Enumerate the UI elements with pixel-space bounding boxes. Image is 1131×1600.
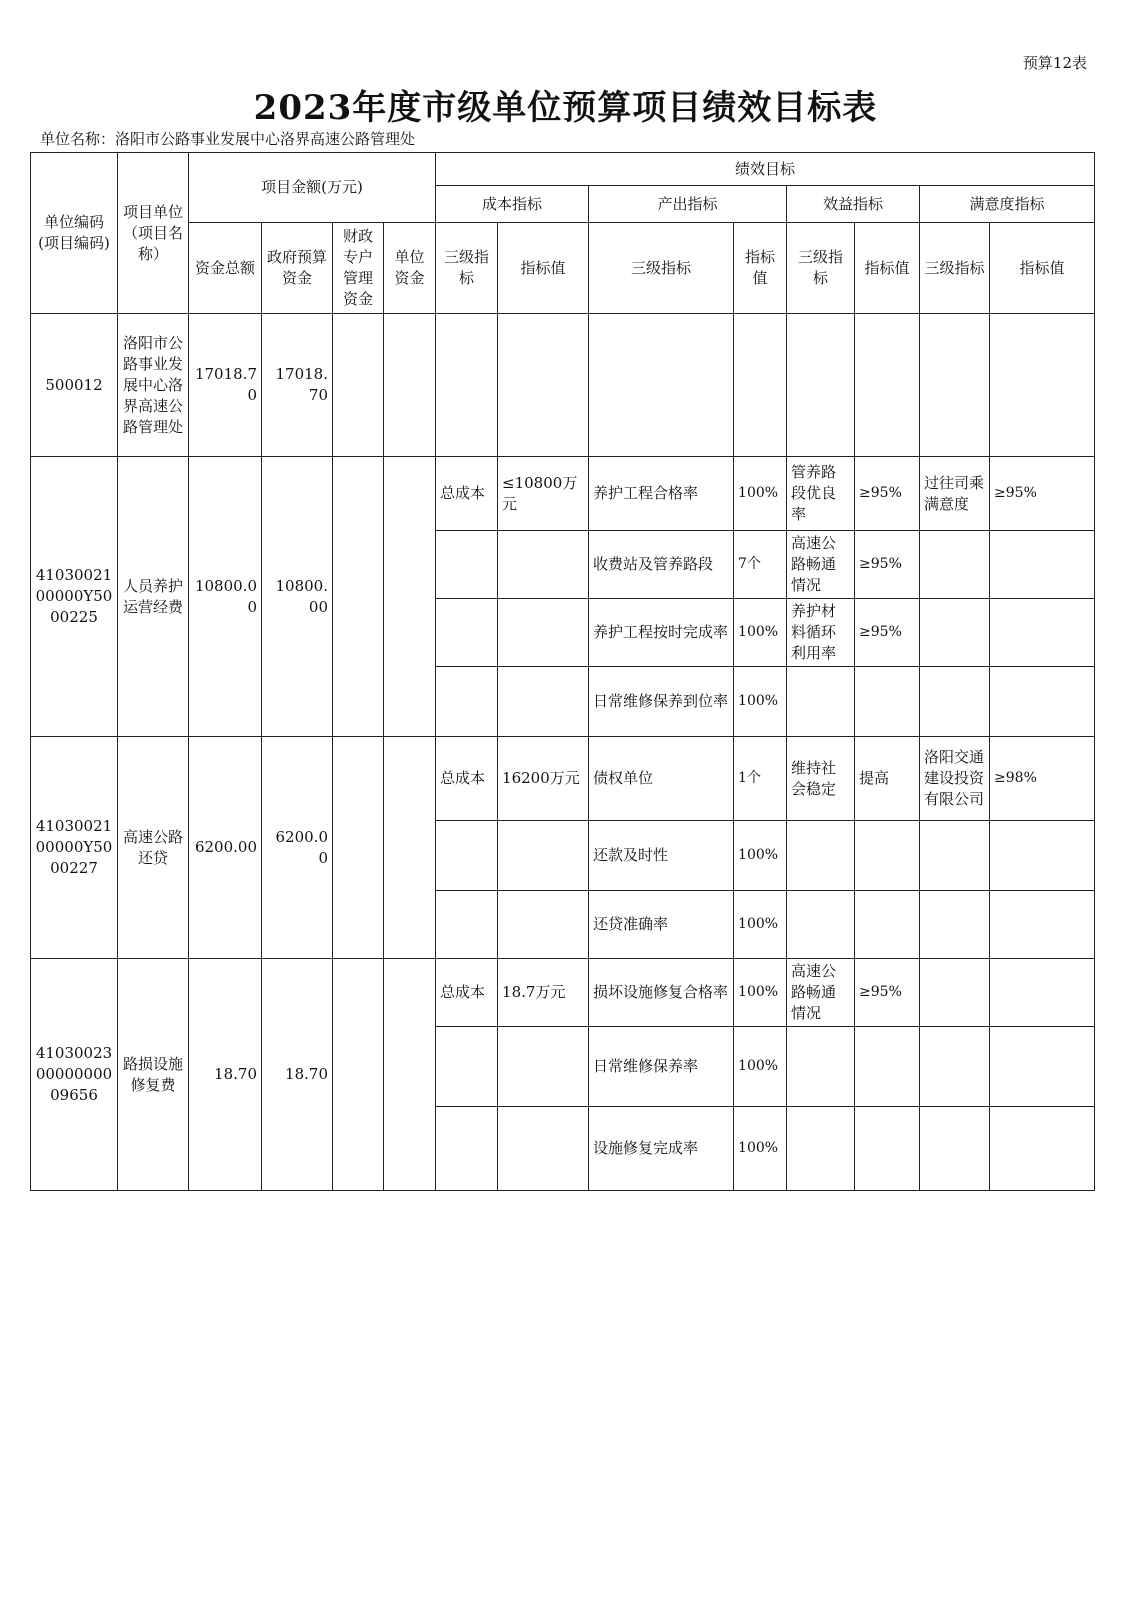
header-cost-level3: 三级指标 [436,223,498,314]
output-indicator-cell: 日常维修保养到位率 [589,667,734,737]
output-value-cell: 100% [734,959,787,1027]
benefit-indicator-cell: 高速公路畅通情况 [787,959,855,1027]
benefit-value-cell: ≥95% [855,531,920,599]
project-name-cell: 高速公路还贷 [118,737,189,959]
benefit-indicator-cell: 养护材料循环利用率 [787,599,855,667]
cost-value-cell: 16200万元 [498,737,589,821]
output-indicator-cell: 还款及时性 [589,821,734,891]
table-row [31,457,1095,531]
header-sat-value: 指标值 [990,223,1095,314]
header-row-1 [31,153,1095,186]
output-value-cell: 100% [734,599,787,667]
unit-total-cell: 17018.70 [189,314,262,457]
project-code-cell: 410300230000000009656 [31,959,118,1191]
header-benefit-level3: 三级指标 [787,223,855,314]
unit-name-label: 单位名称：洛阳市公路事业发展中心洛界高速公路管理处 [40,130,416,148]
unit-code-cell: 500012 [31,314,118,457]
benefit-indicator-cell: 高速公路畅通情况 [787,531,855,599]
output-value-cell: 100% [734,667,787,737]
unit-gov-cell: 17018.70 [262,314,333,457]
page-title: 2023年度市级单位预算项目绩效目标表 [253,88,878,128]
header-unit-code: 单位编码(项目编码) [31,153,118,314]
output-indicator-cell: 养护工程合格率 [589,457,734,531]
project-name-cell: 人员养护运营经费 [118,457,189,737]
cost-indicator-cell: 总成本 [436,959,498,1027]
header-output-level3: 三级指标 [589,223,734,314]
project-name-cell: 路损设施修复费 [118,959,189,1191]
unit-name-cell: 洛阳市公路事业发展中心洛界高速公路管理处 [118,314,189,457]
output-indicator-cell: 债权单位 [589,737,734,821]
cost-indicator-cell: 总成本 [436,457,498,531]
header-cost-group: 成本指标 [436,186,589,223]
project-gov-cell: 6200.00 [262,737,333,959]
header-project-name: 项目单位（项目名称） [118,153,189,314]
header-gov-budget: 政府预算资金 [262,223,333,314]
sat-indicator-cell: 洛阳交通建设投资有限公司 [920,737,990,821]
output-indicator-cell: 设施修复完成率 [589,1107,734,1191]
table-number-label: 预算12表 [1022,54,1087,72]
benefit-indicator-cell: 维持社会稳定 [787,737,855,821]
sat-value-cell: ≥98% [990,737,1095,821]
benefit-indicator-cell: 管养路段优良率 [787,457,855,531]
output-indicator-cell: 损坏设施修复合格率 [589,959,734,1027]
header-cost-value: 指标值 [498,223,589,314]
output-indicator-cell: 养护工程按时完成率 [589,599,734,667]
output-indicator-cell: 收费站及管养路段 [589,531,734,599]
output-value-cell: 100% [734,1107,787,1191]
output-value-cell: 100% [734,457,787,531]
sat-indicator-cell: 过往司乘满意度 [920,457,990,531]
table-row [31,737,1095,821]
cost-value-cell: ≤10800万元 [498,457,589,531]
project-total-cell: 6200.00 [189,737,262,959]
project-total-cell: 10800.00 [189,457,262,737]
header-amount-group: 项目金额(万元) [189,153,436,223]
project-gov-cell: 18.70 [262,959,333,1191]
project-total-cell: 18.70 [189,959,262,1191]
header-perf-group: 绩效目标 [436,153,1095,186]
header-satisfaction-group: 满意度指标 [920,186,1095,223]
project-gov-cell: 10800.00 [262,457,333,737]
header-benefit-group: 效益指标 [787,186,920,223]
project-code-cell: 4103002100000Y5000227 [31,737,118,959]
header-row-3 [31,223,1095,314]
header-fiscal-special: 财政专户管理资金 [333,223,384,314]
benefit-value-cell: 提高 [855,737,920,821]
header-unit-funds: 单位资金 [384,223,436,314]
benefit-value-cell: ≥95% [855,457,920,531]
table-row [31,959,1095,1027]
benefit-value-cell: ≥95% [855,959,920,1027]
output-indicator-cell: 还贷准确率 [589,891,734,959]
sat-value-cell: ≥95% [990,457,1095,531]
output-value-cell: 1个 [734,737,787,821]
cost-value-cell: 18.7万元 [498,959,589,1027]
output-value-cell: 100% [734,821,787,891]
performance-target-table [30,152,1095,1191]
header-output-group: 产出指标 [589,186,787,223]
project-code-cell: 4103002100000Y5000225 [31,457,118,737]
output-value-cell: 7个 [734,531,787,599]
header-sat-level3: 三级指标 [920,223,990,314]
benefit-value-cell: ≥95% [855,599,920,667]
header-total-funds: 资金总额 [189,223,262,314]
header-benefit-value: 指标值 [855,223,920,314]
header-output-value: 指标值 [734,223,787,314]
table-row-unit [31,314,1095,457]
cost-indicator-cell: 总成本 [436,737,498,821]
output-value-cell: 100% [734,891,787,959]
output-value-cell: 100% [734,1027,787,1107]
output-indicator-cell: 日常维修保养率 [589,1027,734,1107]
